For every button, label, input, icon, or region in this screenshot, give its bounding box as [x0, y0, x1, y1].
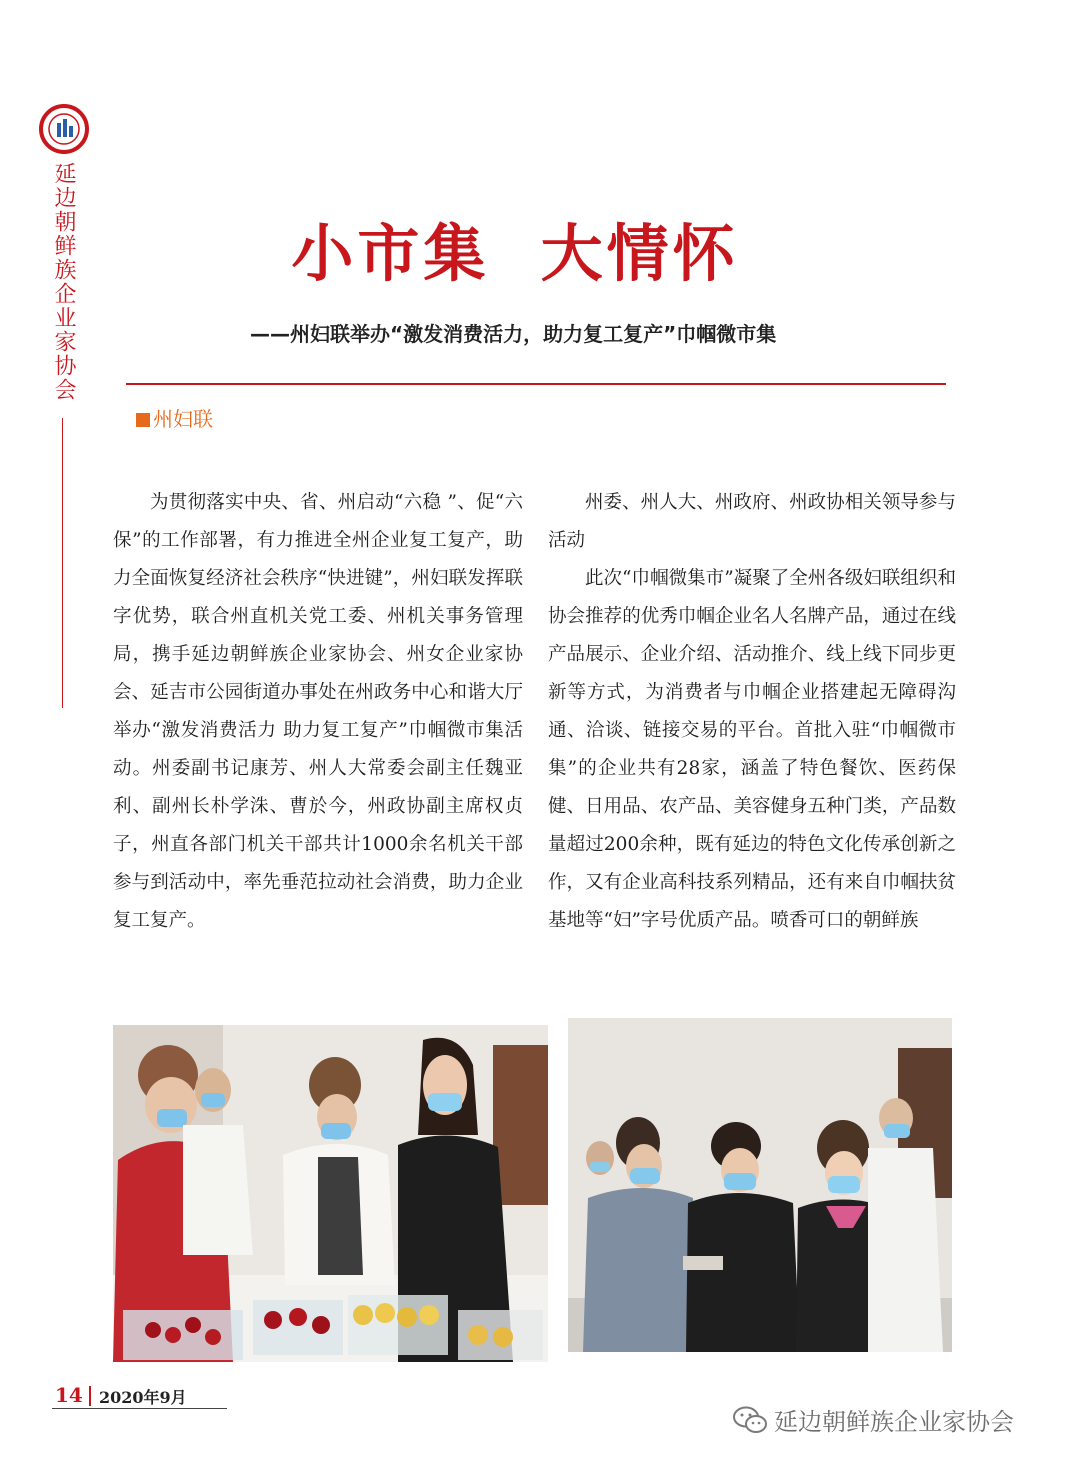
byline-square-icon: [136, 413, 150, 427]
page-number: 14: [55, 1383, 83, 1407]
paragraph: 州委、州人大、州政府、州政协相关领导参与活动: [548, 492, 956, 551]
sidebar-title: 延边朝鲜族企业家协会: [51, 162, 76, 402]
wechat-icon: [732, 1405, 768, 1435]
byline-text: 州妇联: [153, 407, 213, 431]
article-title: 小市集 大情怀: [291, 217, 739, 290]
watermark-text: 延边朝鲜族企业家协会: [774, 1408, 1014, 1436]
body-column-right: [548, 484, 956, 940]
footer-rule: [52, 1408, 227, 1409]
footer-separator: [89, 1386, 91, 1406]
sidebar-divider: [62, 418, 63, 708]
event-photo-right: [568, 1018, 952, 1352]
byline: [136, 403, 213, 432]
paragraph: 此次“巾帼微集市”凝聚了全州各级妇联组织和协会推荐的优秀巾帼企业名人名牌产品，通过在线产品展示、企业介绍、活动推介、线上线下同步更新等方式，为消费者与巾帼企业搭建起无障碍沟通、洽谈、链接交易的平台。首批入驻“巾帼微市集”的企业共有28家，涵盖了特色餐饮、医药保健、日用品、农产品、美容健身五种门类，产品数量超过200余种，既有延边的特色文化传承创新之作，又有企业高科技系列精品，还有来自巾帼扶贫基地等“妇”字号优质产品。喷香可口的朝鲜族: [548, 568, 956, 931]
issue-date: 2020年9月: [99, 1388, 187, 1407]
wechat-watermark: [732, 1402, 1014, 1437]
article-subtitle: ——州妇联举办“激发消费活力，助力复工复产”巾帼微市集: [250, 322, 777, 346]
body-column-left: [113, 484, 523, 940]
association-logo: [38, 103, 90, 155]
event-photo-left: [113, 1025, 548, 1362]
header-rule: [126, 383, 946, 385]
paragraph: 为贯彻落实中央、省、州启动“六稳 ”、促“六保”的工作部署，有力推进全州企业复工复产，助力全面恢复经济社会秩序“快进键”，州妇联发挥联字优势，联合州直机关党工委、州机关事务管理局，携手延边朝鲜族企业家协会、州女企业家协会、延吉市公园街道办事处在州政务中心和谐大厅举办“激发消费活力 助力复工复产”巾帼微市集活动。州委副书记康芳、州人大常委会副主任魏亚利、副州长朴学洙、曹於今，州政协副主席权贞子，州直各部门机关干部共计1000余名机关干部参与到活动中，率先垂范拉动社会消费，助力企业复工复产。: [113, 492, 523, 931]
